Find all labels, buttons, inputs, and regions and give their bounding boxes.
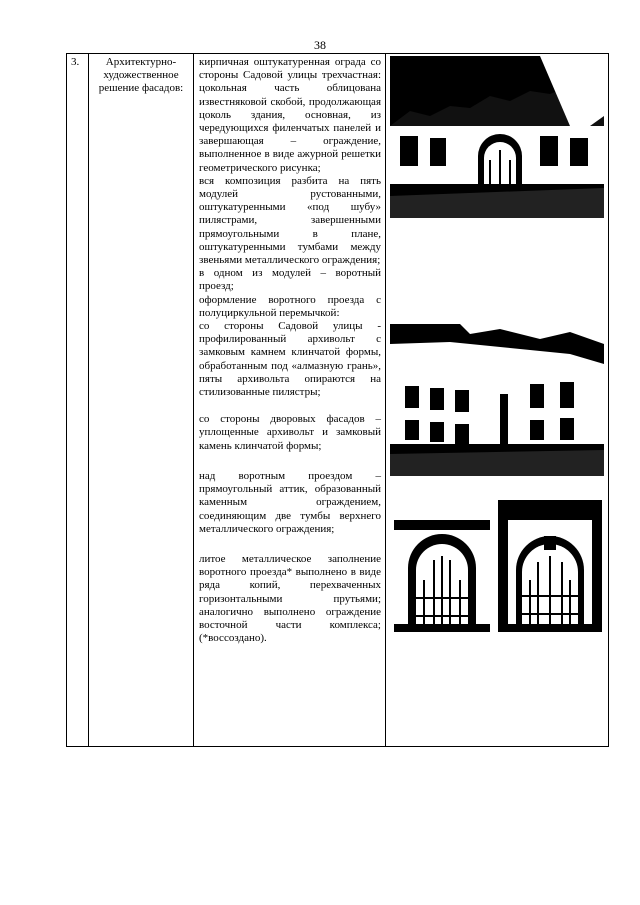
paragraph-street-side: со стороны Садовой улицы - профилированный архивольт с замковым камнем клинчатой формы, обработанным под «алмазную грань», пяты архивольта опираются на стилизованные пилястры; xyxy=(199,320,381,399)
photo-gate-arch-courtyard xyxy=(498,500,602,632)
description-text xyxy=(194,54,385,645)
photo-gate-arch-street xyxy=(394,520,490,632)
row-number: 3. xyxy=(71,56,80,68)
paragraph-gate: в одном из модулей – воротный проезд; xyxy=(199,267,381,293)
row-number-cell xyxy=(66,53,88,747)
page-number: 38 xyxy=(314,38,326,52)
paragraph-gate-design: оформление воротного проезда с полуциркульной перемычкой: xyxy=(199,293,381,319)
photo-fence-gate xyxy=(390,56,604,218)
photo-cell xyxy=(385,53,609,747)
section-title: Архитектурно-художественное решение фасадов: xyxy=(98,56,184,94)
photo-building-street xyxy=(390,324,604,476)
paragraph-modules: вся композиция разбита на пять модулей рустованными, оштукатуренными «под шубу» пилястрами, завершенными прямоугольными в плане, оштукатуренными тумбами между звеньями металлического ограждения; xyxy=(199,174,381,267)
paragraph-fence: кирпичная оштукатуренная ограда со стороны Садовой улицы трехчастная: цокольная часть облицована известняковой скобой, продолжающая цоколь здания, основная, из чередующихся филенчатых панелей и завершающая – ограждение, выполненное в виде ажурной решетки геометрического рисунка; xyxy=(199,56,381,174)
paragraph-courtyard-side: со стороны дворовых фасадов – уплощенные архивольт и замковый камень клинчатой формы; xyxy=(199,413,381,452)
paragraph-attic: над воротным проездом – прямоугольный аттик, образованный каменным ограждением, соединяющим две тумбы верхнего металлического ограждения; xyxy=(199,469,381,535)
table-row xyxy=(66,53,609,747)
description-cell xyxy=(193,53,385,747)
paragraph-metal-fill: литое металлическое заполнение воротного проезда* выполнено в виде ряда копий, перехваченных горизонтальными прутьями; аналогично выполнено ограждение восточной части комплекса; (*воссоздано). xyxy=(199,552,381,645)
section-cell xyxy=(88,53,193,747)
